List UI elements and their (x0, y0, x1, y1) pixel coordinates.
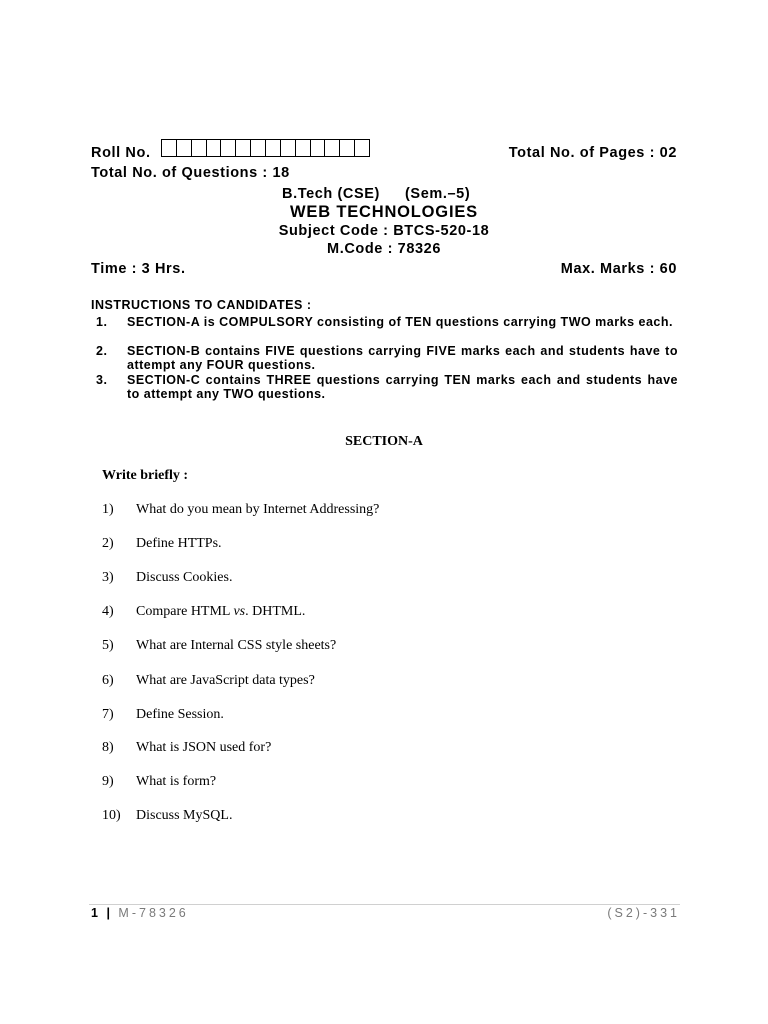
question-text-emphasis: vs (233, 604, 246, 619)
question-number: 1) (102, 502, 114, 517)
section-a-title: SECTION-A (345, 434, 423, 449)
instruction-number: 1. (96, 315, 108, 329)
section-a-subtitle: Write briefly : (102, 468, 189, 483)
instruction-text: SECTION-C contains THREE questions carrying TEN marks each and students have to attempt any TWO questions. (127, 373, 678, 401)
question-number: 9) (102, 774, 114, 789)
total-questions: Total No. of Questions : 18 (91, 165, 290, 181)
instructions-title: INSTRUCTIONS TO CANDIDATES : (91, 298, 312, 312)
footer-separator: | (106, 906, 110, 920)
question-text: Define Session. (136, 707, 224, 722)
question-text: What is JSON used for? (136, 740, 272, 755)
max-marks: Max. Marks : 60 (560, 261, 677, 277)
question-text: What do you mean by Internet Addressing? (136, 502, 380, 517)
total-pages: Total No. of Pages : 02 (508, 145, 677, 161)
question-number: 8) (102, 740, 114, 755)
footer-divider (89, 904, 680, 905)
question-text-part: . DHTML. (245, 604, 306, 619)
footer-right: (S2)-331 (607, 906, 680, 920)
roll-no-boxes[interactable] (161, 139, 370, 157)
question-number: 4) (102, 604, 114, 619)
instruction-number: 3. (96, 373, 108, 387)
question-text-part: Compare HTML (136, 604, 234, 619)
question-number: 5) (102, 638, 114, 653)
instruction-item (96, 315, 678, 329)
instruction-item (96, 373, 678, 401)
footer-code: M-78326 (118, 906, 189, 920)
question-text: What is form? (136, 774, 217, 789)
time: Time : 3 Hrs. (91, 261, 186, 277)
question-number: 6) (102, 673, 114, 688)
instruction-item (96, 344, 678, 372)
roll-no-label: Roll No. (91, 145, 151, 161)
instruction-text: SECTION-B contains FIVE questions carrying FIVE marks each and students have to attempt any FOUR questions. (127, 344, 678, 372)
subject-title: WEB TECHNOLOGIES (290, 203, 478, 221)
question-number: 3) (102, 570, 114, 585)
question-text: Discuss MySQL. (136, 808, 233, 823)
question-number: 2) (102, 536, 114, 551)
footer-left (91, 906, 189, 920)
page-number: 1 (91, 906, 98, 920)
subject-code: Subject Code : BTCS-520-18 (278, 223, 490, 239)
course: B.Tech (CSE) (282, 186, 380, 202)
question-text (136, 604, 305, 620)
question-text: Discuss Cookies. (136, 570, 233, 585)
question-number: 7) (102, 707, 114, 722)
instruction-text: SECTION-A is COMPULSORY consisting of TEN questions carrying TWO marks each. (127, 315, 673, 329)
instruction-number: 2. (96, 344, 108, 358)
semester: (Sem.–5) (405, 186, 471, 202)
question-text: What are JavaScript data types? (136, 673, 315, 688)
m-code: M.Code : 78326 (327, 241, 441, 257)
question-text: What are Internal CSS style sheets? (136, 638, 337, 653)
question-number: 10) (102, 808, 121, 823)
question-text: Define HTTPs. (136, 536, 222, 551)
